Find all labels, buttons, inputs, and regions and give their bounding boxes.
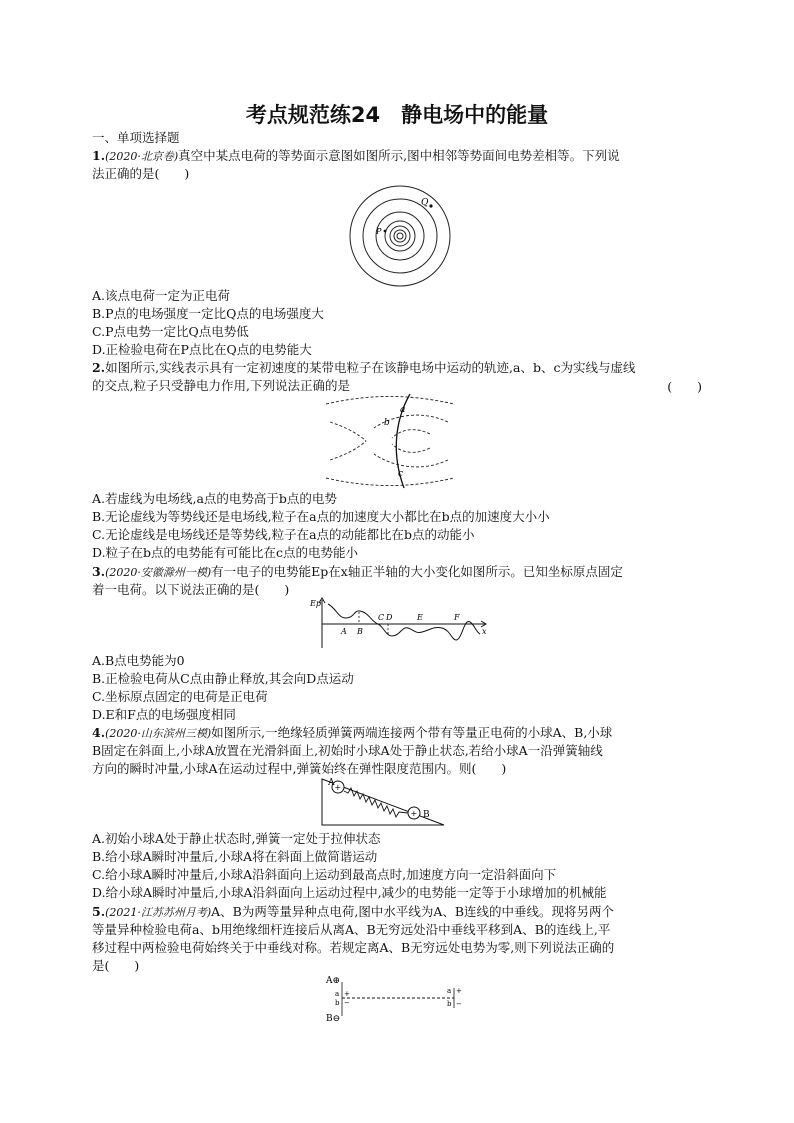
q3-label-f: F [454,613,460,622]
q3-option-a: A.B点电势能为0 [92,653,185,668]
q4-stem-line1 [92,724,702,743]
q2-field-figure [318,392,458,490]
q5-stem-text1: A、B为两等量异种点电荷,图中水平线为A、B连线的中垂线。现将另两个 [211,904,615,919]
q2-number: 2. [92,360,106,375]
q5-label-a2: a [447,987,452,995]
q4-stem-line2: B固定在斜面上,小球A放置在光滑斜面上,初始时小球A处于静止状态,若给小球A一沿弹簧轴线 [92,743,603,758]
q5-label-a1: a [335,990,340,998]
svg-text:+: + [344,990,350,998]
q1-label-q: Q [421,198,429,208]
q5-label-a-charge: A⊕ [326,976,341,986]
section-heading: 一、单项选择题 [92,130,180,145]
q1-source: (2020·北京卷) [105,150,179,163]
q2-label-a: a [400,405,406,415]
q4-stem-line3: 方向的瞬时冲量,小球A在运动过程中,弹簧始终在弹性限度范围内。则( ) [92,761,507,776]
q3-option-d: D.E和F点的电场强度相同 [92,707,236,722]
q2-answer-bracket: ( ) [667,379,702,394]
q3-stem-line1 [92,563,702,582]
q1-equipotential-figure [345,184,455,288]
q2-option-d: D.粒子在b点的电势能有可能比在c点的电势能小 [92,545,359,560]
svg-text:+: + [456,987,462,995]
svg-text:−: − [456,1000,462,1008]
q5-label-b-charge: B⊖ [326,1014,341,1024]
q3-number: 3. [92,564,106,579]
q3-option-c: C.坐标原点固定的电荷是正电荷 [92,689,268,704]
q5-charges-figure [322,972,472,1026]
q3-stem-text1: 有一电子的电势能Ep在x轴正半轴的大小变化如图所示。已知坐标原点固定 [211,564,623,579]
q2-option-b: B.无论虚线为等势线还是电场线,粒子在a点的加速度大小都比在b点的加速度大小小 [92,509,550,524]
q5-stem-line1 [92,903,702,922]
q3-source: (2020·安徽滁州一模) [105,566,212,579]
q3-potential-energy-graph [308,596,492,652]
q4-label-b: B [423,810,430,820]
page-title: 考点规范练24 静电场中的能量 [245,103,549,127]
q1-option-c: C.P点电势一定比Q点电势低 [92,324,249,339]
q1-option-b: B.P点的电场强度一定比Q点的电场强度大 [92,306,324,321]
q4-stem-text1: 如图所示,一绝缘轻质弹簧两端连接两个带有等量正电荷的小球A、B,小球 [211,725,613,740]
q2-stem-text1: 如图所示,实线表示具有一定初速度的某带电粒子在该静电场中运动的轨迹,a、b、c为实线与虚线 [105,360,636,375]
q3-label-x: x [482,627,487,636]
svg-text:+: + [334,783,342,792]
svg-text:+: + [410,809,418,818]
q5-label-b1: b [335,999,340,1007]
q4-label-a: A [328,778,335,788]
q3-stem-line2: 着一电荷。以下说法正确的是( ) [92,582,290,597]
q4-option-c: C.给小球A瞬时冲量后,小球A沿斜面向上运动到最高点时,加速度方向一定沿斜面向下 [92,867,557,882]
q2-stem-line2: 的交点,粒子只受静电力作用,下列说法正确的是 [92,378,350,393]
q5-label-b2: b [447,1000,452,1008]
q5-number: 5. [92,904,106,919]
q3-option-b: B.正检验电荷从C点由静止释放,其会向D点运动 [92,671,354,686]
q5-stem-line2: 等量异种检验电荷a、b用绝缘细杆连接后从离A、B无穷远处沿中垂线平移到A、B的连线上,平 [92,922,611,937]
q4-source: (2020·山东滨州三模) [105,727,212,740]
q2-label-b: b [384,418,390,428]
q2-option-c: C.无论虚线是电场线还是等势线,粒子在a点的动能都比在b点的动能小 [92,527,475,542]
q1-stem-text1: 真空中某点电荷的等势面示意图如图所示,图中相邻等势面间电势差相等。下列说 [178,148,620,163]
q1-stem-line1 [92,147,702,166]
q2-option-a: A.若虚线为电场线,a点的电势高于b点的电势 [92,491,337,506]
q1-number: 1. [92,148,106,163]
q1-option-a: A.该点电荷一定为正电荷 [92,288,231,303]
q3-label-b: B [357,627,363,636]
q3-label-e: E [417,613,423,622]
q4-option-a: A.初始小球A处于静止状态时,弹簧一定处于拉伸状态 [92,831,381,846]
q1-option-d: D.正检验电荷在P点比在Q点的电势能大 [92,342,312,357]
q4-number: 4. [92,725,106,740]
svg-text:−: − [344,999,350,1007]
q1-stem-line2: 法正确的是( ) [92,166,190,181]
q4-option-d: D.给小球A瞬时冲量后,小球A沿斜面向上运动过程中,减少的电势能一定等于小球增加的机械能 [92,885,607,900]
q4-option-b: B.给小球A瞬时冲量后,小球A将在斜面上做简谐运动 [92,849,378,864]
q5-source: (2021·江苏苏州月考) [105,906,212,919]
q5-stem-line4: 是( ) [92,958,140,973]
q3-label-c: C [378,613,385,622]
q3-label-ep: Ep [310,599,321,608]
q3-label-d: D [386,613,393,622]
q2-label-c: c [398,469,404,479]
q1-label-p: P [376,227,382,236]
q3-label-a: A [341,627,347,636]
q4-incline-figure [318,775,448,829]
q5-stem-line3: 移过程中两检验电荷始终关于中垂线对称。若规定离A、B无穷远处电势为零,则下列说法正确的 [92,940,615,955]
q2-stem-line1 [92,359,702,377]
